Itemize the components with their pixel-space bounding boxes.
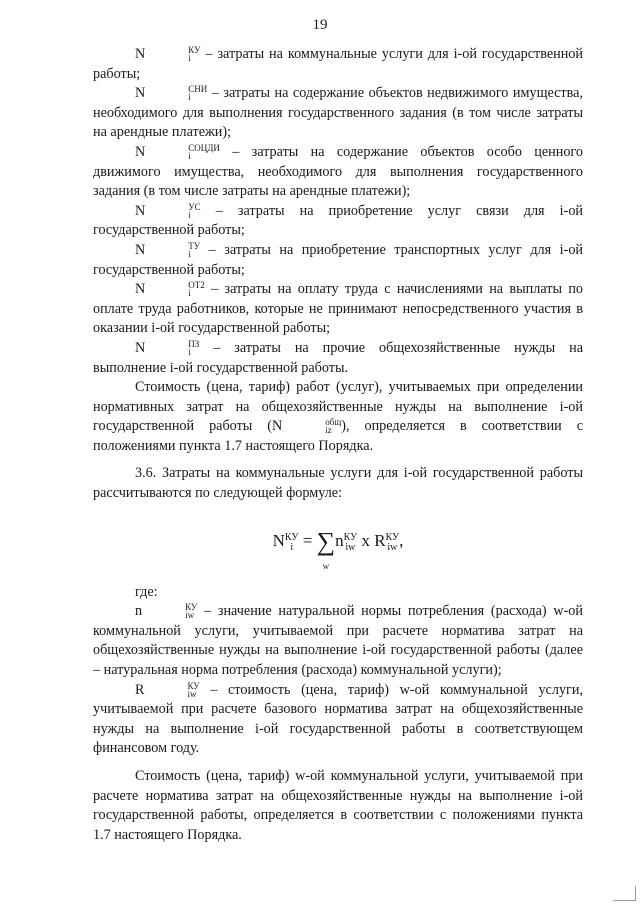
def-communications: N УС i – затраты на приобретение услуг связи для i-ой государственной работы; xyxy=(93,201,584,239)
symbol-n-ku: N КУ i xyxy=(135,45,201,63)
def-payroll: N ОТ2 i – затраты на оплату труда с начислениями на выплаты по оплате труда работников, которые не принимают непосредственного участия в оказании i-ой государственной работы; xyxy=(93,280,584,337)
where-label: где: xyxy=(135,583,158,600)
symbol-n-sotsdi: N СОЦДИ i xyxy=(135,142,220,161)
def-utility-cost: R КУ iw – стоимость (цена, тариф) w-ой коммунальной услуги, учитываемой при расчете базового норматива затрат на общехозяйственные нужды на выполнение i-ой государственной работы в соответствующем финансовом году. xyxy=(93,680,583,757)
def-natural-norm: n КУ iw – значение натуральной нормы потребления (расхода) w-ой коммунальной услуги, учитываемой при расчете норматива затрат на общехозяйственные нужды на выполнение i-ой государственной работы (далее – натуральная норма потребления (расхода) коммунальной услуги); xyxy=(93,602,583,679)
symbol-r-iw: R КУ iw xyxy=(135,680,200,699)
cost-paragraph: Стоимость (цена, тариф) работ (услуг), учитываемых при определении нормативных затрат на общехозяйственные нужды на выполнение i-ой государственной работы (N общ iz ), определяется в соответствии с положениями пункта 1.7 настоящего Порядка. xyxy=(93,379,584,454)
section-3-6: 3.6. Затраты на коммунальные услуги для i-ой государственной работы рассчитываются по следующей формуле: xyxy=(93,465,583,502)
page-number: 19 xyxy=(312,17,328,33)
def-utilities: N КУ i – затраты на коммунальные услуги для i-ой государственной работы; xyxy=(93,45,583,82)
def-real-estate: N СНИ i – затраты на содержание объектов недвижимого имущества, необходимого для выполнения государственного задания (в том числе затраты на арендные платежи); xyxy=(93,84,583,141)
utilities-formula: N КУ i = ∑ w n КУ iw x R КУ iw , xyxy=(272,526,404,571)
def-other-needs: N ПЗ i – затраты на прочие общехозяйственные нужды на выполнение i-ой государственной работы. xyxy=(93,338,583,376)
symbol-n-us: N УС i xyxy=(135,201,201,220)
symbol-n-tu: N ТУ i xyxy=(135,240,201,259)
page-corner-mark xyxy=(613,886,636,901)
final-paragraph: Стоимость (цена, тариф) w-ой коммунальной услуги, учитываемой при расчете норматива затрат на общехозяйственные нужды на выполнение i-ой государственной работы, определяется в соответствии с положениями пункта 1.7 настоящего Порядка. xyxy=(93,768,583,843)
def-transport: N ТУ i – затраты на приобретение транспортных услуг для i-ой государственной работы; xyxy=(93,240,584,278)
def-movable-property: N СОЦДИ i – затраты на содержание объектов особо ценного движимого имущества, необходимого для выполнения государственного задания (в том числе затраты на арендные платежи); xyxy=(93,142,583,200)
symbol-n-ot2: N ОТ2 i xyxy=(135,280,205,299)
document-body xyxy=(93,45,583,845)
symbol-n-sni: N СНИ i xyxy=(135,84,208,103)
symbol-n-obshch: N общ iz xyxy=(272,417,342,436)
symbol-n-pz: N ПЗ i xyxy=(135,338,200,357)
symbol-n-iw: n КУ iw xyxy=(135,602,198,621)
